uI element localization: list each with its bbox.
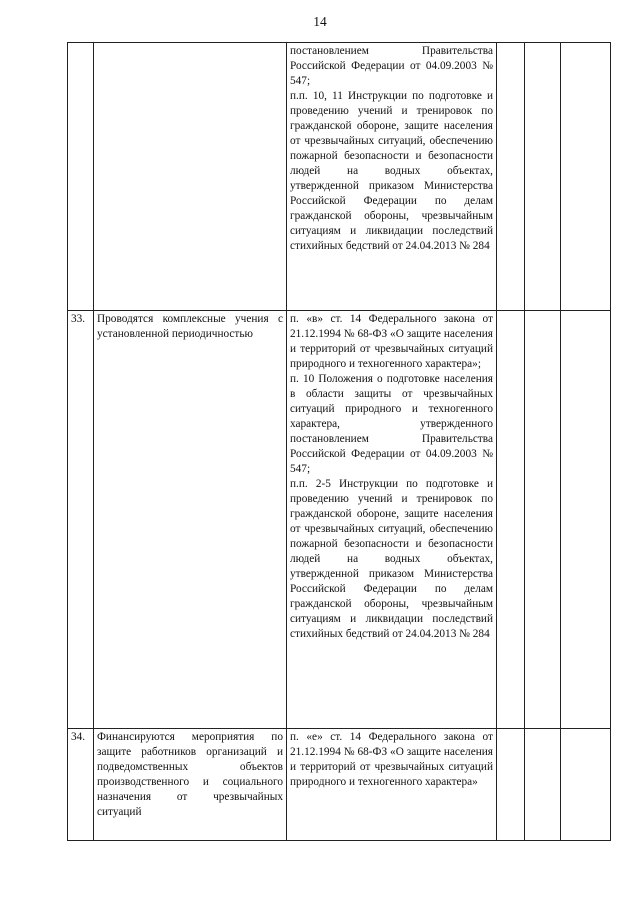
table-row	[68, 729, 611, 841]
legal-references	[287, 43, 497, 311]
table-row	[68, 43, 611, 311]
answer-yes-cell	[497, 311, 525, 729]
checklist-table	[67, 42, 611, 841]
reference-paragraph: постановлением Правительства Российской Федерации от 04.09.2003 № 547;	[290, 45, 493, 87]
requirement-text	[94, 43, 287, 311]
row-number	[68, 43, 94, 311]
answer-no-cell	[525, 43, 561, 311]
row-number: 34.	[68, 729, 94, 841]
reference-paragraph: п.п. 2-5 Инструкции по подготовке и проведению учений и тренировок по гражданской обороне, защите населения от чрезвычайных ситуаций, обеспечению пожарной безопасности и безопасности людей на водных объектах, утвержденной приказом Министерства Российской Федерации по делам гражданской обороны, чрезвычайным ситуациям и ликвидации последствий стихийных бедствий от 24.04.2013 № 284	[290, 478, 493, 640]
reference-paragraph: п. 10 Положения о подготовке населения в области защиты от чрезвычайных ситуаций природного и техногенного характера, утвержденного постановлением Правительства Российской Федерации от 04.09.2003 № 547;	[290, 373, 493, 475]
page-number: 14	[313, 14, 327, 29]
note-cell	[561, 729, 611, 841]
legal-references	[287, 729, 497, 841]
note-cell	[561, 43, 611, 311]
reference-paragraph: п.п. 10, 11 Инструкции по подготовке и проведению учений и тренировок по гражданской обороне, защите населения от чрезвычайных ситуаций, обеспечению пожарной безопасности и безопасности людей на водных объектах, утвержденной приказом Министерства Российской Федерации по делам гражданской обороны, чрезвычайным ситуациям и ликвидации последствий стихийных бедствий от 24.04.2013 № 284	[290, 90, 493, 252]
answer-yes-cell	[497, 43, 525, 311]
requirement-text: Финансируются мероприятия по защите работников организаций и подведомственных объектов производственного и социального назначения от чрезвычайных ситуаций	[94, 729, 287, 841]
note-cell	[561, 311, 611, 729]
answer-no-cell	[525, 729, 561, 841]
row-number: 33.	[68, 311, 94, 729]
answer-no-cell	[525, 311, 561, 729]
table-row	[68, 311, 611, 729]
reference-paragraph: п. «е» ст. 14 Федерального закона от 21.12.1994 № 68-ФЗ «О защите населения и территорий от чрезвычайных ситуаций природного и техногенного характера»	[290, 731, 493, 788]
requirement-text: Проводятся комплексные учения с установленной периодичностью	[94, 311, 287, 729]
answer-yes-cell	[497, 729, 525, 841]
legal-references	[287, 311, 497, 729]
reference-paragraph: п. «в» ст. 14 Федерального закона от 21.12.1994 № 68-ФЗ «О защите населения и территорий от чрезвычайных ситуаций природного и техногенного характера»;	[290, 313, 493, 370]
